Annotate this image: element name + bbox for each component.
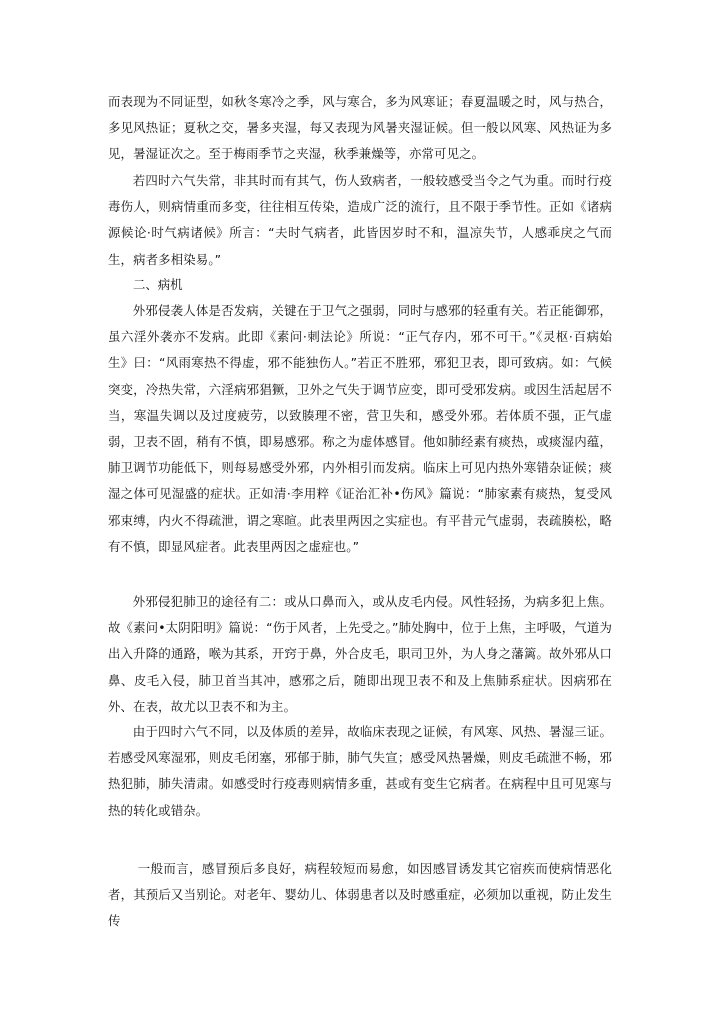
paragraph-clinical-syndromes: 由于四时六气不同，以及体质的差异，故临床表现之证候，有风寒、风热、暑湿三证。若感受风寒湿邪，则皮毛闭塞，邪郁于肺，肺气失宣；感受风热暑燥，则皮毛疏泄不畅，邪热犯肺，肺失清肃。如感受时行疫毒则病情多重，甚或有变生它病者。在病程中且可见寒与热的转化或错杂。 (108, 724, 612, 818)
paragraph-onset-factors: 外邪侵袭人体是否发病，关键在于卫气之强弱，同时与感邪的轻重有关。若正能御邪，虽六淫外袭亦不发病。此即《素问·刺法论》所说：“正气存内，邪不可干。”《灵枢·百病始生》曰：“风雨寒热不得虚，邪不能独伤人。”若正不胜邪，邪犯卫表，即可致病。如：气候突变，冷热失常，六淫病邪猖獗，卫外之气失于调节应变，即可受邪发病。或因生活起居不当，寒温失调以及过度疲劳，以致腠理不密，营卫失和，感受外邪。若体质不强，正气虚弱，卫表不固，稍有不慎，即易感邪。称之为虚体感冒。他如肺经素有痰热，或痰湿内蕴，肺卫调节功能低下，则每易感受外邪，内外相引而发病。临床上可见内热外寒错杂证候；痰湿之体可见湿盛的症状。正如清·李用粹《证治汇补•伤风》篇说：“肺家素有痰热，复受风邪束缚，内火不得疏泄，谓之寒暄。此表里两因之实症也。有平昔元气虚弱，表疏腠松，略有不慎，即显风症者。此表里两因之虚症也。” (108, 303, 612, 554)
paragraph-invasion-routes: 外邪侵犯肺卫的途径有二：或从口鼻而入，或从皮毛内侵。风性轻扬，为病多犯上焦。故《素问•太阴阳明》篇说：“伤于风者，上先受之。”肺处胸中，位于上焦，主呼吸，气道为出入升降的通路，喉为其系，开窍于鼻，外合皮毛，职司卫外，为人身之藩篱。故外邪从口鼻、皮毛入侵，肺卫首当其冲，感邪之后，随即出现卫表不和及上焦肺系症状。因病邪在外、在表，故尤以卫表不和为主。 (108, 594, 612, 714)
paragraph-seasonal-syndromes: 而表现为不同证型，如秋冬寒冷之季，风与寒合，多为风寒证；春夏温暖之时，风与热合，多见风热证；夏秋之交，暑多夹湿，每又表现为风暑夹湿证候。但一般以风寒、风热证为多见，暑湿证次之。至于梅雨季节之夹湿，秋季兼燥等，亦常可见之。 (108, 94, 612, 162)
section-heading-pathogenesis: 二、病机 (133, 277, 183, 292)
paragraph-prognosis: 一般而言，感冒预后多良好，病程较短而易愈，如因感冒诱发其它宿疾而使病情恶化者，其预后又当别论。对老年、婴幼儿、体弱患者以及时感重症，必须加以重视，防止发生传 (108, 861, 612, 929)
paragraph-abnormal-qi: 若四时六气失常，非其时而有其气，伤人致病者，一般较感受当令之气为重。而时行疫毒伤人，则病情重而多变，往往相互传染，造成广泛的流行，且不限于季节性。正如《诸病源候论·时气病诸候》所言：“夫时气病者，此皆因岁时不和，温凉失节，人感乖戾之气而生，病者多相染易。” (108, 173, 612, 267)
